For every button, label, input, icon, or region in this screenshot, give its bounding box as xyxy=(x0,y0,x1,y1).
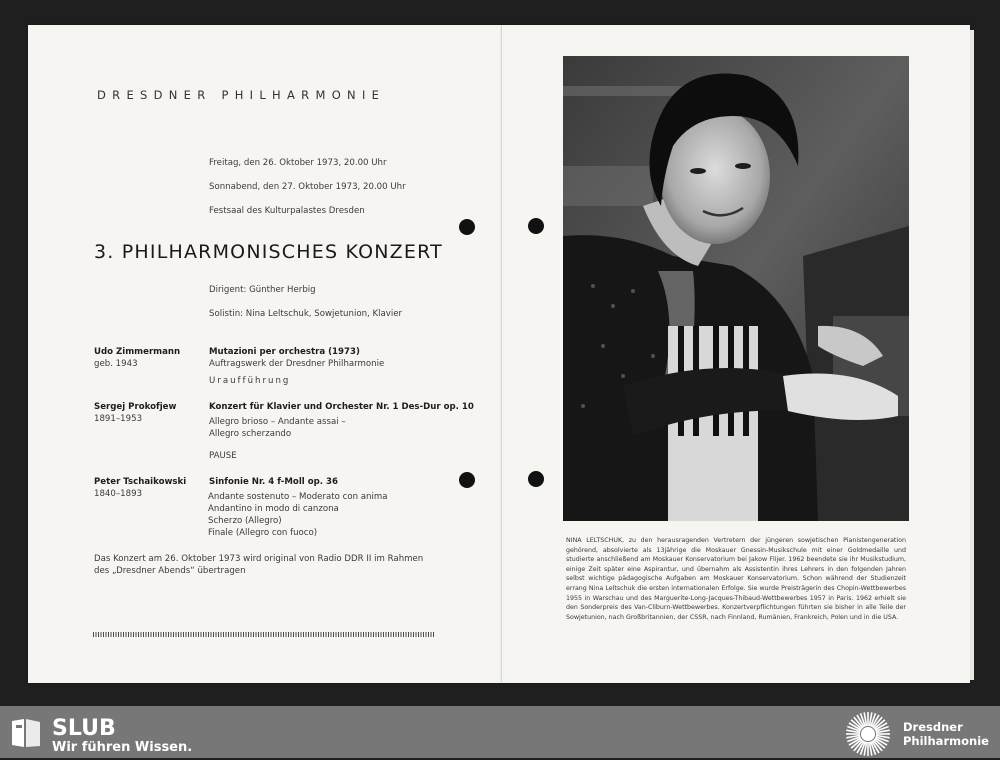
slub-subtitle: Wir führen Wissen. xyxy=(52,740,193,755)
work-title: Sinfonie Nr. 4 f-Moll op. 36 xyxy=(209,477,338,487)
orchestra-logo-line-1: Dresdner xyxy=(903,720,963,734)
slub-title: SLUB xyxy=(52,716,116,741)
composer-years: geb. 1943 xyxy=(94,359,138,369)
movement-line: Allegro scherzando xyxy=(209,429,292,439)
movement-line: Andante sostenuto – Moderato con anima xyxy=(208,492,388,502)
biography-caption: NINA LELTSCHUK, zu den herausragenden Vertretern der jüngeren sowjetischen Pianistengeneration gehörend, absolvierte als 13jährige die Moskauer Gnessin-Musikschule mit einer Goldmedaille und studierte anschließend am Moskauer Konservatorium bei Jakow Flijer. 1962 beendete sie ihr Musikstudium, einige Zeit später eine Aspirantur, und übernahm als Assistentin ihres Lehrers in den folgenden Jahren selbst wichtige pädagogische Aufgaben am Moskauer Konservatorium. Schon während der Studienzeit errang Nina Leltschuk die ersten internationalen Erfolge. Sie wurde Preisträgerin des Chopin-Wettbewerbes 1955 in Warschau und des Marguerite-Long-Jacques-Thibaud-Wettbewerbes 1957 in Paris. 1962 erhielt sie den Sonderpreis des Van-Cliburn-Wettbewerbes. Konzertverpflichtungen führten sie bisher in alle Teile der Sowjetunion, nach Großbritannien, der CSSR, nach Finnland, Rumänien, Frankreich, Polen und in die USA. xyxy=(566,537,906,621)
concert-title: 3. PHILHARMONISCHES KONZERT xyxy=(94,241,443,263)
broadcast-note: Das Konzert am 26. Oktober 1973 wird original von Radio DDR II im Rahmen xyxy=(94,554,424,564)
broadcast-note-cont: des „Dresdner Abends“ übertragen xyxy=(94,566,246,576)
work-note: Auftragswerk der Dresdner Philharmonie xyxy=(209,359,385,369)
composer-years: 1891–1953 xyxy=(94,414,143,424)
composer-name: Sergej Prokofjew xyxy=(94,402,177,412)
footer-bar xyxy=(0,706,1000,758)
composer-years: 1840–1893 xyxy=(94,489,143,499)
date-line-2: Sonnabend, den 27. Oktober 1973, 20.00 Uhr xyxy=(209,182,406,192)
work-title: Mutazioni per orchestra (1973) xyxy=(209,347,360,357)
date-line-1: Freitag, den 26. Oktober 1973, 20.00 Uhr xyxy=(209,158,387,168)
movement-line: Andantino in modo di canzona xyxy=(208,504,339,514)
organization-heading: DRESDNER PHILHARMONIE xyxy=(97,88,386,102)
movement-line: Allegro brioso – Andante assai – xyxy=(209,417,346,427)
page-edge xyxy=(970,30,974,680)
slub-logo-icon xyxy=(10,717,42,753)
orchestra-logo-line-2: Philharmonie xyxy=(903,734,989,748)
conductor: Dirigent: Günther Herbig xyxy=(209,285,316,295)
decorative-rule xyxy=(93,632,435,637)
pianist-photo xyxy=(563,56,909,521)
punch-hole xyxy=(528,218,544,234)
premiere-note: Uraufführung xyxy=(209,376,291,386)
venue-line: Festsaal des Kulturpalastes Dresden xyxy=(209,206,365,216)
movement-line: Scherzo (Allegro) xyxy=(208,516,282,526)
punch-hole xyxy=(459,472,475,488)
pause-label: PAUSE xyxy=(209,451,237,461)
orchestra-logo-text xyxy=(903,720,989,748)
punch-hole xyxy=(459,219,475,235)
movement-line: Finale (Allegro con fuoco) xyxy=(208,528,318,538)
work-title: Konzert für Klavier und Orchester Nr. 1 Des-Dur op. 10 xyxy=(209,402,474,412)
composer-name: Peter Tschaikowski xyxy=(94,477,187,487)
punch-hole xyxy=(528,471,544,487)
sunburst-logo-icon xyxy=(840,708,896,760)
soloist: Solistin: Nina Leltschuk, Sowjetunion, Klavier xyxy=(209,309,403,319)
composer-name: Udo Zimmermann xyxy=(94,347,181,357)
